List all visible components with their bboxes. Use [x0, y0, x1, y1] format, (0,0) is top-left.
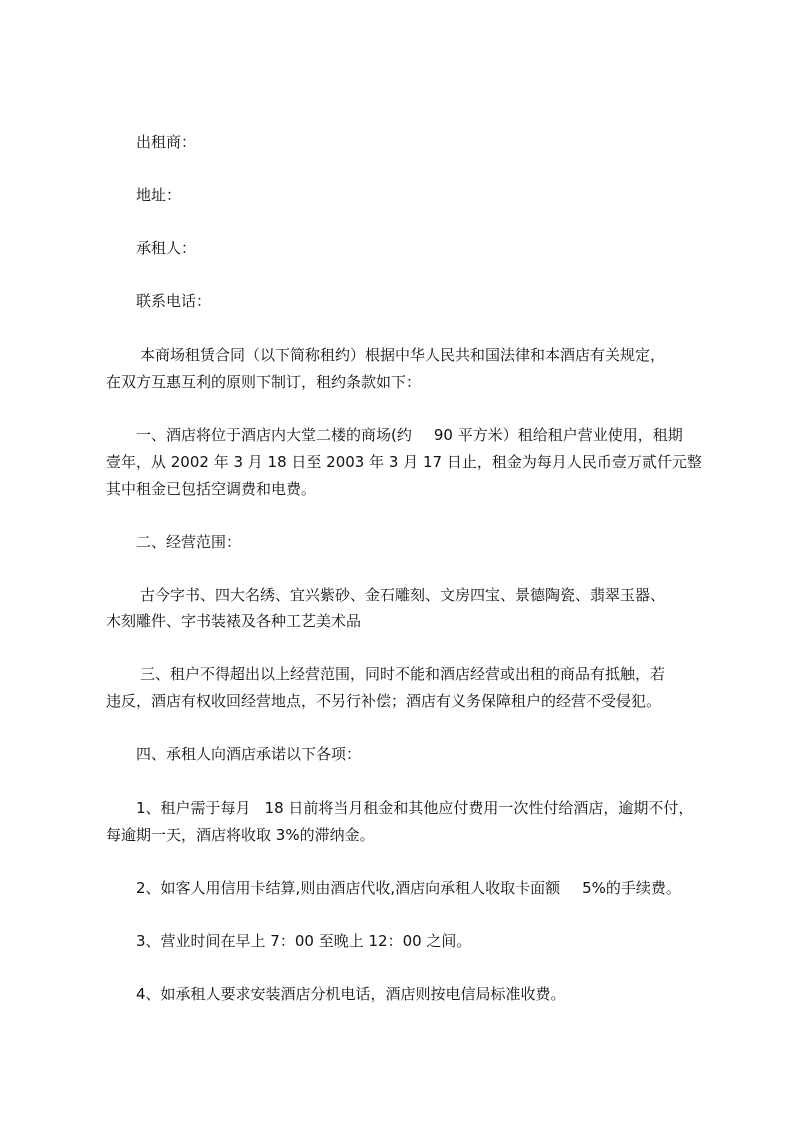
- clause-2-line-2: 木刻雕件、字书装裱及各种工艺美术品: [106, 612, 362, 630]
- phone-label: 联系电话：: [136, 292, 212, 310]
- item-4: 4、如承租人要求安装酒店分机电话，酒店则按电信局标准收费。: [136, 985, 566, 1003]
- clause-1-line-1-part-1: 一、酒店将位于酒店内大堂二楼的商场(约: [136, 426, 412, 444]
- lessor-label: 出租商：: [136, 133, 197, 151]
- item-1-line-1-part-2: 18 日前将当月租金和其他应付费用一次性付给酒店，逾期不付，: [264, 799, 694, 817]
- item-1-line-1-part-1: 1、租户需于每月: [136, 799, 251, 817]
- intro-line-2: 在双方互惠互利的原则下制订，租约条款如下：: [106, 373, 422, 391]
- clause-3-line-2: 违反，酒店有权收回经营地点，不另行补偿；酒店有义务保障租户的经营不受侵犯。: [106, 692, 662, 710]
- item-2-part-2: 5%的手续费。: [582, 879, 681, 897]
- item-2-part-1: 2、如客人用信用卡结算,则由酒店代收,酒店向承租人收取卡面额: [136, 879, 561, 897]
- item-1-line-2: 每逾期一天，酒店将收取 3%的滞纳金。: [106, 826, 375, 844]
- clause-1-line-3: 其中租金已包括空调费和电费。: [106, 480, 317, 498]
- item-1-line-1: [136, 798, 693, 818]
- intro-line-1: 本商场租赁合同（以下简称租约）根据中华人民共和国法律和本酒店有关规定，: [140, 346, 666, 364]
- item-2: [136, 878, 681, 898]
- address-label: 地址：: [136, 186, 182, 204]
- clause-4-heading: 四、承租人向酒店承诺以下各项：: [136, 745, 362, 763]
- lessee-label: 承租人：: [136, 239, 197, 257]
- clause-2-heading: 二、经营范围：: [136, 533, 242, 551]
- clause-2-line-1: 古今字书、四大名绣、宜兴紫砂、金石雕刻、文房四宝、景德陶瓷、翡翠玉器、: [140, 586, 666, 604]
- clause-1-line-1-part-2: 90 平方米）租给租户营业使用，租期: [433, 426, 683, 444]
- item-3: 3、营业时间在早上 7：00 至晚上 12：00 之间。: [136, 932, 472, 950]
- clause-1-line-2: 壹年，从 2002 年 3 月 18 日至 2003 年 3 月 17 日止，租金为每月人民币壹万贰仟元整: [106, 453, 702, 471]
- clause-1-line-1: [136, 425, 683, 445]
- clause-3-line-1: 三、租户不得超出以上经营范围，同时不能和酒店经营或出租的商品有抵触，若: [140, 665, 666, 683]
